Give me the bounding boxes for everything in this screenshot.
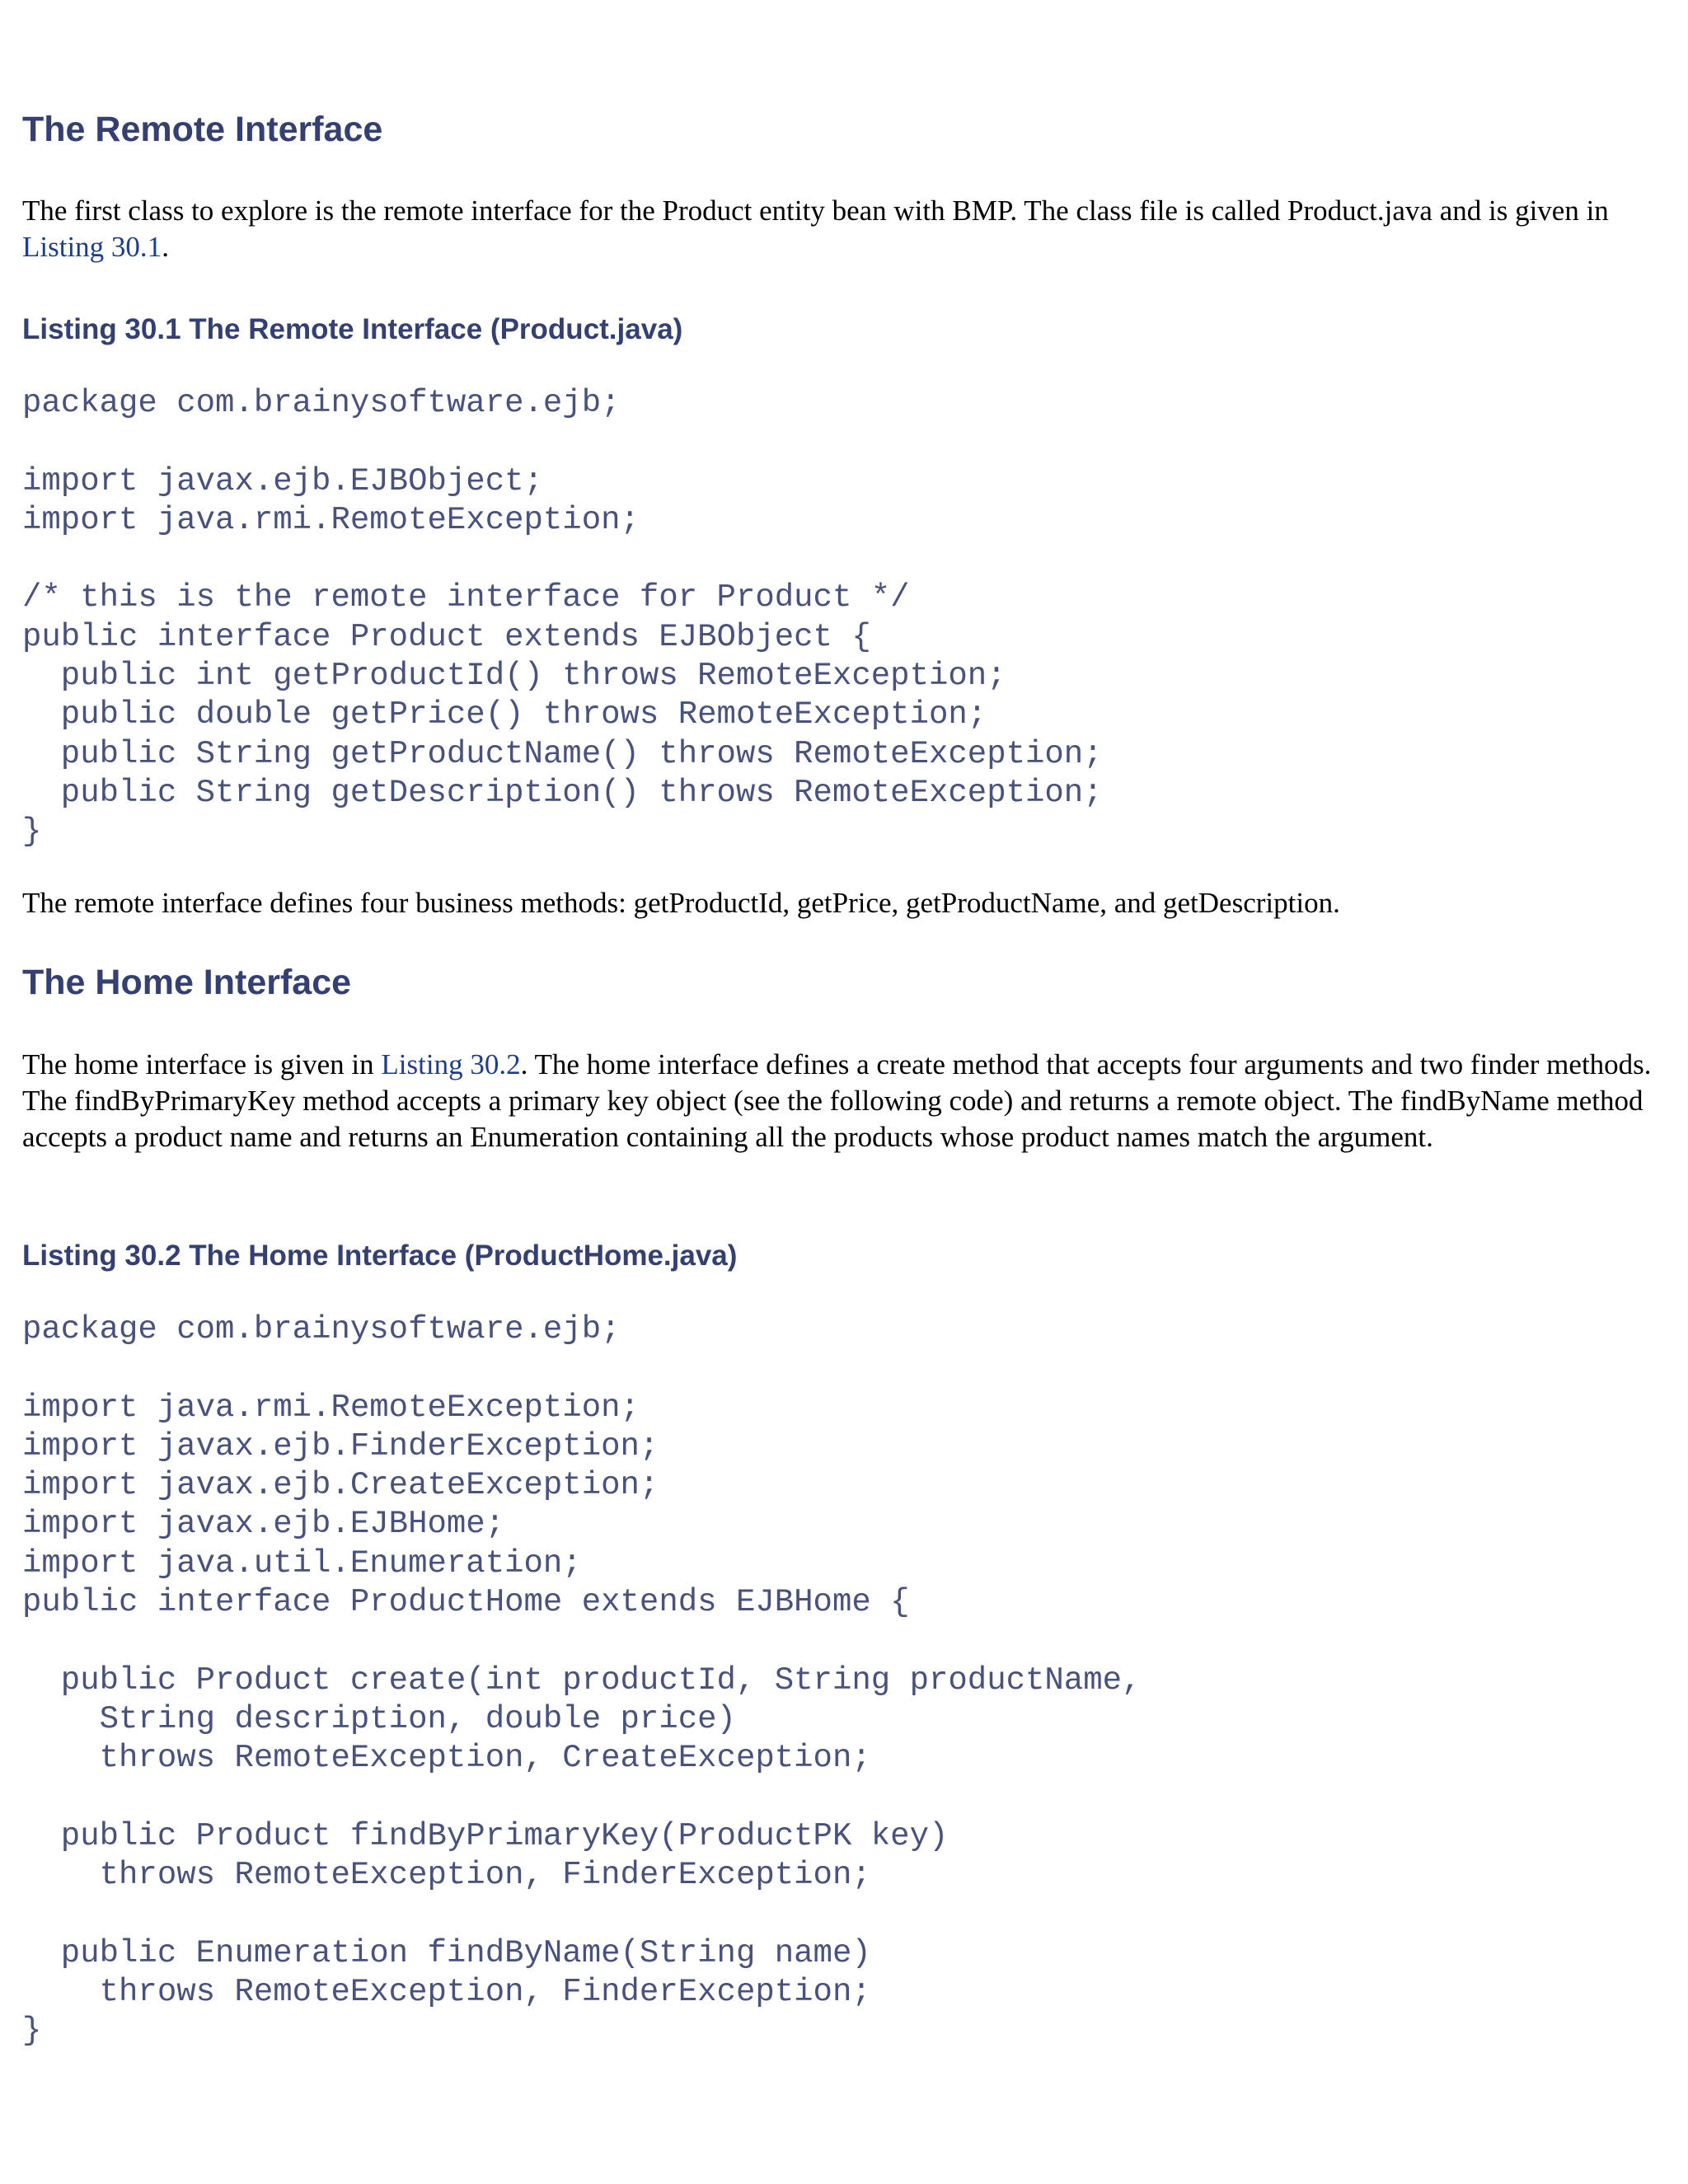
section2-line: throws RemoteException, FinderException; (22, 1857, 871, 1894)
section2-line: public Product create(int productId, String productName, (22, 1661, 1142, 1699)
section2-line: import java.util.Enumeration; (22, 1544, 582, 1582)
listing-30-2-link[interactable]: Listing 30.2 (381, 1048, 521, 1080)
intro-text-end: . The home interface defines a create method that accepts four arguments and two finder methods. The findByPrimaryKey method accepts a primary key object (see the following code) and returns a remote object. The findByName method accepts a product name and returns an Enumeration containing all the products whose product names match the argument. (22, 1048, 1652, 1153)
section1-line: public double getPrice() throws RemoteException; (22, 696, 987, 733)
intro-text-end: . (162, 231, 169, 263)
section2-line: String description, double price) (22, 1700, 736, 1737)
section1-line: } (22, 813, 42, 851)
intro-text: The first class to explore is the remote interface for the Product entity bean with BMP. The class file is called Product.java and is given in (22, 194, 1609, 227)
listing-30-1-caption: Listing 30.1 The Remote Interface (Product.java) (22, 313, 683, 345)
section2-line: public interface ProductHome extends EJBHome { (22, 1584, 910, 1621)
section1-line: import java.rmi.RemoteException; (22, 501, 640, 538)
section1-line: import javax.ejb.EJBObject; (22, 462, 543, 499)
home-interface-intro (22, 1047, 1666, 1155)
listing-30-1-link[interactable]: Listing 30.1 (22, 231, 162, 263)
section1-line: public interface Product extends EJBObject { (22, 618, 871, 655)
section2-line: import javax.ejb.EJBHome; (22, 1506, 505, 1543)
section2-line: public Enumeration findByName(String name) (22, 1934, 871, 1971)
remote-interface-intro (22, 193, 1666, 265)
section2-line: } (22, 2013, 42, 2050)
section-heading-remote-interface: The Remote Interface (22, 110, 383, 149)
section1-line: /* this is the remote interface for Product */ (22, 579, 910, 616)
section2-line: import java.rmi.RemoteException; (22, 1389, 640, 1426)
section2-line: import javax.ejb.FinderException; (22, 1427, 659, 1465)
section1-line: public int getProductId() throws RemoteException; (22, 658, 1006, 695)
section-heading-home-interface: The Home Interface (22, 963, 352, 1002)
section2-line: import javax.ejb.CreateException; (22, 1467, 659, 1504)
section2-line: package com.brainysoftware.ejb; (22, 1311, 621, 1347)
intro-text: The home interface is given in (22, 1048, 382, 1080)
section2-line: public Product findByPrimaryKey(ProductPK key) (22, 1817, 949, 1854)
section2-line: throws RemoteException, FinderException; (22, 1974, 871, 2011)
section1-line: public String getDescription() throws RemoteException; (22, 774, 1103, 811)
listing-30-1-code (22, 384, 1103, 852)
listing-30-2-code (22, 1310, 1141, 2051)
remote-interface-summary: The remote interface defines four business methods: getProductId, getPrice, getProductName, and getDescription. (22, 887, 1340, 919)
section1-line: package com.brainysoftware.ejb; (22, 385, 621, 421)
section2-line: throws RemoteException, CreateException; (22, 1740, 871, 1777)
section1-line: public String getProductName() throws RemoteException; (22, 735, 1103, 772)
listing-30-2-caption: Listing 30.2 The Home Interface (ProductHome.java) (22, 1240, 738, 1272)
